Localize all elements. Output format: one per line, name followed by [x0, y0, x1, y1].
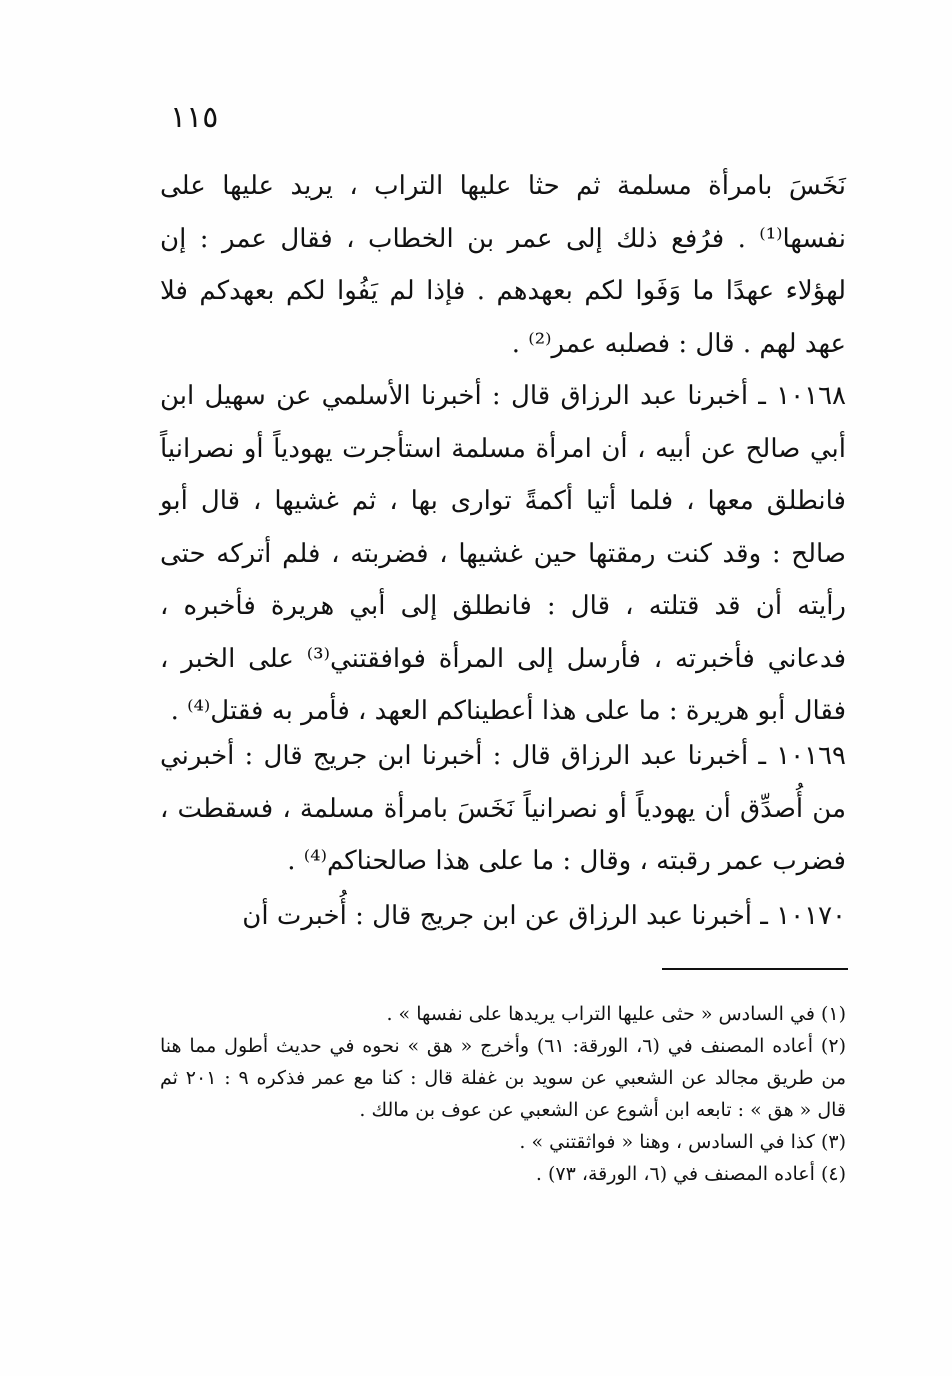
footnote-4: (٤) أعاده المصنف في (٦، الورقة، ٧٣) . — [535, 1163, 846, 1185]
paragraph-hadith-10169 — [160, 730, 846, 888]
paragraph-continuation — [160, 160, 846, 370]
paragraph-text: ١٠١٦٨ ـ أخبرنا عبد الرزاق قال : أخبرنا الأسلمي عن سهيل ابن أبي صالح عن أبيه ، أن امرأة مسلمة استأجرت يهودياً أو نصرانياً فانطلق معها ، فلما أتيا أكمةً توارى بها ، ثم غشيها ، قال أبو صالح : وقد كنت رمقتها حين غشيها ، فضربته ، فلم أتركه حتى رأيته أن قد قتلته ، قال : فانطلق إلى أبي هريرة فأخبره ، فدعاني فأخبرته ، فأرسل إلى المرأة فوافقتني⁽³⁾ على الخبر ، فقال أبو هريرة : ما على هذا أعطيناكم العهد ، فأمر به فقتل⁽⁴⁾ . — [160, 381, 847, 726]
page-number: ١١٥ — [170, 100, 219, 135]
paragraph-text: ١٠١٧٠ ـ أخبرنا عبد الرزاق عن ابن جريج قال : أُخبرت أن — [242, 901, 846, 931]
footnote-3: (٣) كذا في السادس ، وهنا « فواثقتني » . — [519, 1131, 846, 1153]
footnote-2: (٢) أعاده المصنف في (٦، الورقة: ٦١) وأخرج « هق » نحوه في حديث أطول مما هنا من طريق مجالد عن الشعبي عن سويد بن غفلة قال : كنا مع عمر فذكره ٩ : ٢٠١ ثم قال « هق » : تابعه ابن أشوع عن الشعبي عن عوف بن مالك . — [160, 1035, 847, 1121]
paragraph-text: ١٠١٦٩ ـ أخبرنا عبد الرزاق قال : أخبرنا ابن جريج قال : أخبرني من أُصدِّق أن يهودياً أو نصرانياً نَخَسَ بامرأة مسلمة ، فسقطت ، فضرب عمر رقبته ، وقال : ما على هذا صالحناكم⁽⁴⁾ . — [160, 741, 846, 876]
paragraph-hadith-10168 — [160, 370, 846, 738]
footnotes — [160, 998, 846, 1190]
paragraph-hadith-10170 — [160, 890, 846, 943]
footnote-1: (١) في السادس « حثى عليها التراب يريدها على نفسها » . — [386, 1003, 846, 1025]
paragraph-text: نَخَسَ بامرأة مسلمة ثم حثا عليها التراب ، يريد عليها على نفسها⁽¹⁾ . فرُفع ذلك إلى عمر بن الخطاب ، فقال عمر : إن لهؤلاء عهدًا ما وَفَوا لكم بعهدهم . فإذا لم يَفُوا لكم بعهدكم فلا عهد لهم . قال : فصلبه عمر⁽²⁾ . — [160, 171, 846, 359]
footnote-divider — [662, 968, 848, 970]
